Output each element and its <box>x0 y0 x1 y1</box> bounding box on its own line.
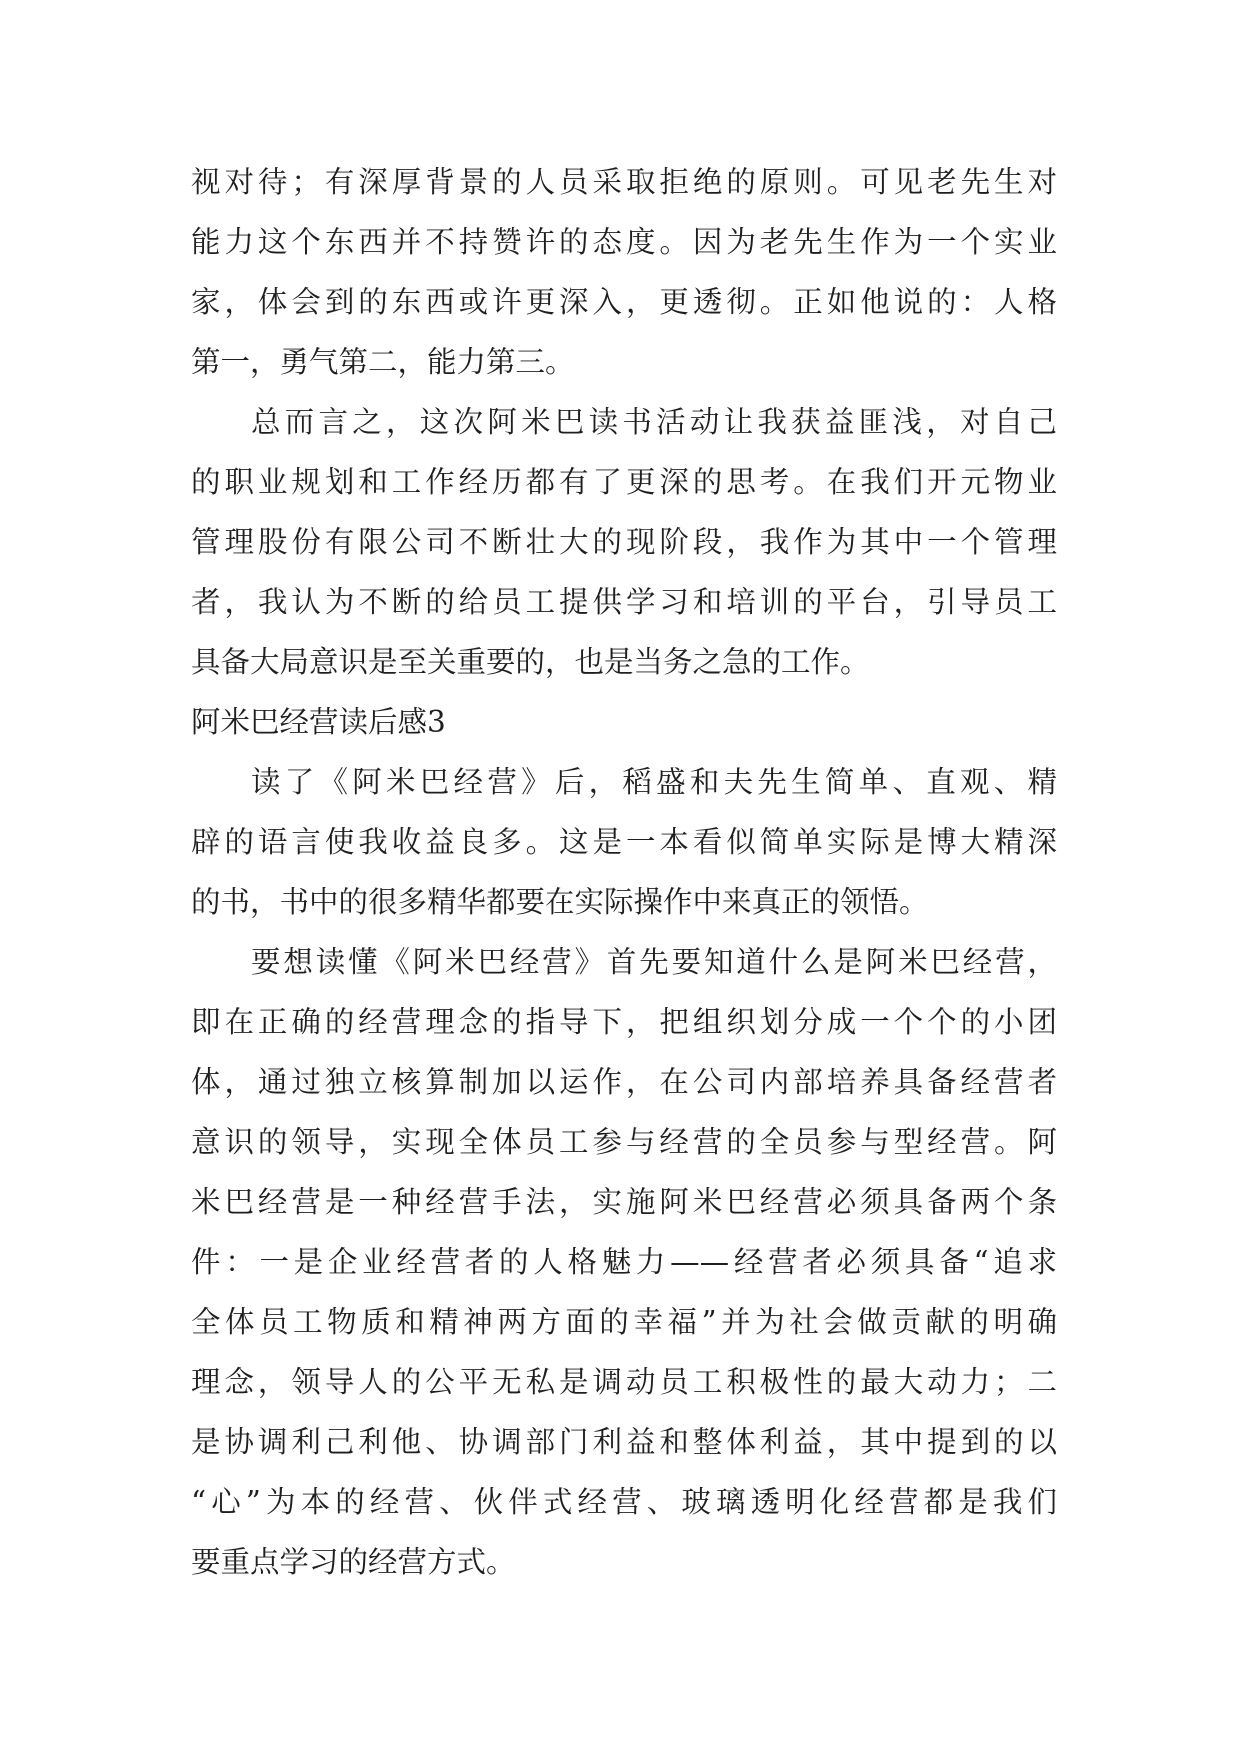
text-line: 视对待；有深厚背景的人员采取拒绝的原则。可见老先生对 <box>191 165 1057 199</box>
text-line: 管理股份有限公司不断壮大的现阶段，我作为其中一个管理 <box>191 525 1057 559</box>
paragraph-first-line: 总而言之，这次阿米巴读书活动让我获益匪浅，对自己 <box>251 405 1057 439</box>
text-line: 具备大局意识是至关重要的，也是当务之急的工作。 <box>191 645 870 679</box>
text-line: 者，我认为不断的给员工提供学习和培训的平台，引导员工 <box>191 585 1057 619</box>
paragraph-first-line: 读了《阿米巴经营》后，稻盛和夫先生简单、直观、精 <box>251 765 1057 799</box>
text-line: 体，通过独立核算制加以运作，在公司内部培养具备经营者 <box>191 1065 1057 1099</box>
text-line: 第一，勇气第二，能力第三。 <box>191 345 575 379</box>
text-line: 要重点学习的经营方式。 <box>191 1545 516 1579</box>
text-line: 能力这个东西并不持赞许的态度。因为老先生作为一个实业 <box>191 225 1057 259</box>
document-body <box>191 152 1057 1592</box>
text-line: 米巴经营是一种经营手法，实施阿米巴经营必须具备两个条 <box>191 1185 1057 1219</box>
text-line: 即在正确的经营理念的指导下，把组织划分成一个个的小团 <box>191 1005 1057 1039</box>
text-line: 全体员工物质和精神两方面的幸福”并为社会做贡献的明确 <box>191 1305 1057 1339</box>
text-line: 家，体会到的东西或许更深入，更透彻。正如他说的：人格 <box>191 285 1057 319</box>
text-line: “心”为本的经营、伙伴式经营、玻璃透明化经营都是我们 <box>191 1485 1057 1519</box>
text-line: 件：一是企业经营者的人格魅力——经营者必须具备“追求 <box>191 1245 1057 1279</box>
paragraph-first-line: 要想读懂《阿米巴经营》首先要知道什么是阿米巴经营， <box>251 945 1057 979</box>
text-line: 是协调利己利他、协调部门利益和整体利益，其中提到的以 <box>191 1425 1057 1459</box>
text-line: 的职业规划和工作经历都有了更深的思考。在我们开元物业 <box>191 465 1057 499</box>
text-line: 辟的语言使我收益良多。这是一本看似简单实际是博大精深 <box>191 825 1057 859</box>
text-line: 意识的领导，实现全体员工参与经营的全员参与型经营。阿 <box>191 1125 1057 1159</box>
text-line: 的书，书中的很多精华都要在实际操作中来真正的领悟。 <box>191 885 929 919</box>
text-line: 理念，领导人的公平无私是调动员工积极性的最大动力；二 <box>191 1365 1057 1399</box>
section-heading: 阿米巴经营读后感3 <box>191 705 446 739</box>
